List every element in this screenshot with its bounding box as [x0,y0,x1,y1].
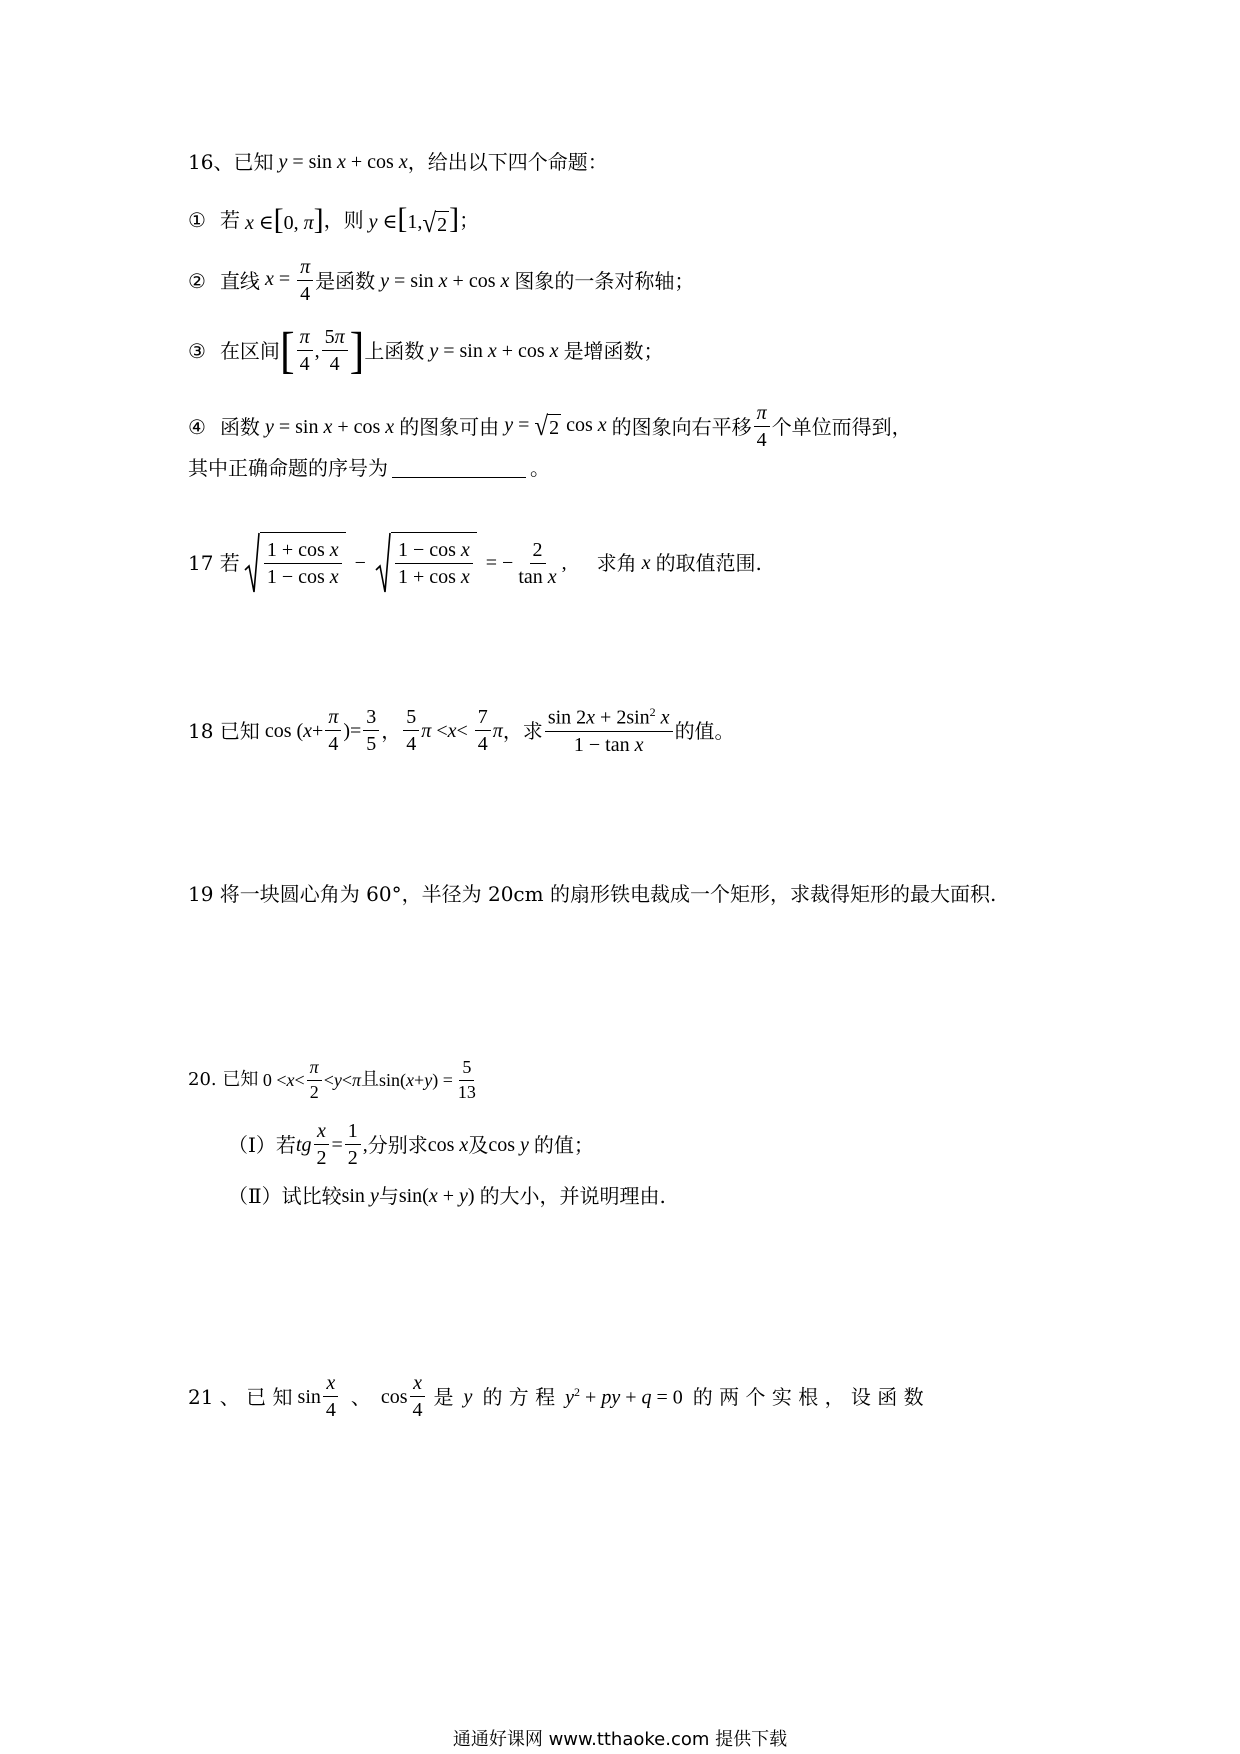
q17-tail-a: 求角 [596,551,637,575]
q16-item-2-axis: x = $\frac{\pi}{4}$ [260,256,315,305]
q21 [188,1372,924,1421]
q21-var-y: y [453,1385,483,1408]
q20-part-1 [228,1120,594,1169]
q17-sqrt-2: $\frac{\text{1 − cos x}}{\text{1 + cos x}}$ [375,532,477,594]
q16-item-2-function: y = sin x + cos x [380,269,510,292]
q18-comma-2: ，求 [502,718,543,743]
q16-item-3-a: 在区间 [219,338,280,363]
q16-item-1-ruo: 若 [219,207,240,232]
q20-part-1-mid: 分别求 [367,1132,428,1157]
q16-item-3 [188,321,664,379]
q18-comma-1: ， [381,718,402,743]
page-footer: 通通好课网 www.tthaoke.com 提供下载 [452,1729,788,1750]
q21-shi: 是 [433,1384,454,1409]
q16-item-4-b: 的图象可由 [399,414,500,439]
q17-equation: $\frac{\text{1 + cos x}}{\text{1 − cos x}}$ − $\frac{\text{1 − cos x}}{\text{1 + cos x}}$ = − $\frac{2}{\text{tan x}}$ , [240,532,567,594]
q20 [188,1058,481,1103]
q21-de-fangcheng: 的 方 程 [482,1384,556,1409]
q21-equation: $y^2$ + py + q = 0 [565,1384,693,1409]
q16-answer-suffix: 。 [530,456,550,480]
q16-item-4-c: 的图象向右平移 [611,414,752,439]
q16-item-1-end: ； [459,207,480,232]
q16-answer-prefix: 其中正确命题的序号为 [188,456,388,480]
q16-number: 16、已知 [188,150,274,174]
q17-var: x [636,552,656,574]
q16-item-4-function: y = sin x + cos x [264,415,395,438]
q20-part-1-label: （Ⅰ）若 [228,1132,296,1157]
q16-item-2-a: 直线 [219,268,260,293]
q16-item-3-marker: ③ [188,338,206,363]
q16-item-2-b: 是函数 [315,268,376,293]
q18-tail: 的值。 [674,718,735,743]
q17-number: 17 若 [188,551,240,575]
q16-intro [188,152,608,172]
q20-number: 20. 已知 [188,1069,259,1091]
q20-part-1-cosx: cos x [427,1133,469,1156]
q20-part-2-sinxy: sin(x + y) [398,1185,480,1207]
q16-answer-line [188,458,550,478]
q21-cos: cos $\frac{x}{4}$ [381,1372,428,1421]
q16-item-4-a: 函数 [219,414,260,439]
q16-item-4-marker: ④ [188,414,206,439]
q16-item-2-marker: ② [188,268,206,293]
q16-function: y = sin x + cos x [278,151,408,173]
q20-part-2-end: 的大小，并说明理由. [479,1184,666,1208]
q16-item-3-function: y = sin x + cos x [429,339,559,362]
q16-item-4-shift: $\frac{\pi}{4}$ [752,402,772,451]
q16-item-1-domain: x ∈[0, π] [244,202,324,236]
q20-qie: 且 [361,1069,380,1091]
q19-text: 19 将一块圆心角为 60°，半径为 20cm 的扇形铁电裁成一个矩形，求裁得矩形的最大面积. [188,882,997,906]
q18-number: 18 已知 [188,718,260,743]
q16-answer-blank[interactable] [392,459,526,478]
q20-part-2-label: （Ⅱ）试比较 [228,1184,342,1208]
q16-item-4-d: 个单位而得到， [771,414,912,439]
q16-item-2-c: 图象的一条对称轴； [514,268,695,293]
q16-item-1-ze: ，则 [323,207,364,232]
q21-sin: sin $\frac{x}{4}$ [293,1372,341,1421]
q20-part-2 [228,1186,666,1206]
q16-item-4-source: y = √ 2 cos x [504,411,607,442]
q16-item-2 [188,256,694,305]
q18-condition: cos ( x + $\frac{\pi}{4}$ )= $\frac{3}{5}$ [260,706,381,755]
q18-expression: $\frac{\sin 2x + 2\sin^2 x}{\text{1 − tan x}}$ [543,706,675,756]
q20-part-1-end: 的值； [533,1132,594,1157]
q16-item-3-interval: [ $\frac{\pi}{4}$ , $\frac{5\pi}{4}$ ] [279,321,365,379]
q21-number: 21 、 已 知 [188,1384,293,1409]
q20-part-2-siny: sin y [341,1185,379,1207]
q19 [188,884,996,904]
q16-item-1-range: y ∈[1, √ 2 ] [368,202,460,239]
q17 [188,532,762,594]
q16-item-1-marker: ① [188,207,206,232]
q20-part-1-condition: tg $\frac{x}{2}$ = $\frac{1}{2}$ , [295,1120,368,1169]
q18-range: $\frac{5}{4}$ π < x < $\frac{7}{4}$ π [401,706,503,755]
q20-condition: 0 < x < $\frac{\pi}{2}$ < y < π [258,1057,362,1102]
q16-item-1 [188,202,480,239]
q16-item-4 [188,402,912,451]
q18 [188,706,735,756]
q20-part-2-yu: 与 [378,1184,399,1208]
q16-intro-tail: ，给出以下四个命题： [407,150,608,174]
q21-tail: 的 两 个 实 根 ， 设 函 数 [692,1384,924,1409]
q21-separator: 、 [350,1384,371,1409]
q16-item-3-c: 是增函数； [563,338,664,363]
q20-given: sin( x + y ) = $\frac{5}{13}$ [379,1057,476,1102]
q17-sqrt-1: $\frac{\text{1 + cos x}}{\text{1 − cos x}}$ [244,532,346,594]
q20-part-1-ji: 及 [468,1132,489,1157]
q17-tail-b: 的取值范围. [655,551,762,575]
q16-item-3-b: 上函数 [364,338,425,363]
q20-part-1-cosy: cos y [488,1133,529,1156]
